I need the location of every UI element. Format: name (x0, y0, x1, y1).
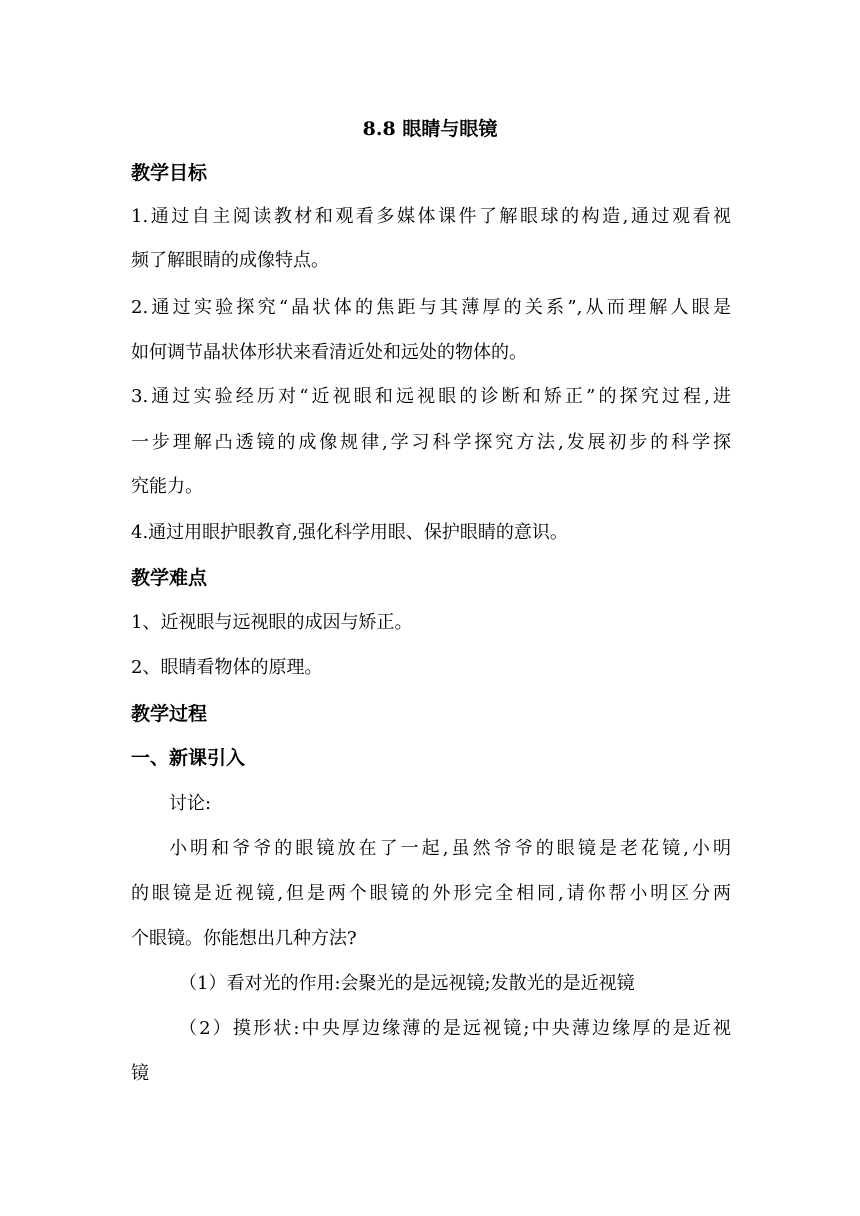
intro-paragraph-line-2: 的眼镜是近视镜,但是两个眼镜的外形完全相同,请你帮小明区分两 (131, 883, 731, 904)
intro-paragraph-line-1: 小明和爷爷的眼镜放在了一起,虽然爷爷的眼镜是老花镜,小明 (169, 838, 731, 859)
discussion-label: 讨论: (169, 793, 212, 814)
objective-3-line-3: 究能力。 (131, 476, 203, 497)
difficulty-item-2: 2、眼睛看物体的原理。 (131, 657, 323, 678)
difficulties-heading: 教学难点 (131, 567, 208, 589)
method-1-line-1: （1）看对光的作用:会聚光的是远视镜;发散光的是近视镜 (179, 973, 635, 994)
objective-2-line-1: 2.通过实验探究“晶状体的焦距与其薄厚的关系”,从而理解人眼是 (131, 297, 731, 318)
method-2-line-1: （2）摸形状:中央厚边缘薄的是远视镜;中央薄边缘厚的是近视 (179, 1018, 731, 1039)
objective-4-line-1: 4.通过用眼护眼教育,强化科学用眼、保护眼睛的意识。 (131, 522, 568, 543)
objective-1-line-2: 频了解眼睛的成像特点。 (131, 250, 329, 271)
method-2-line-2: 镜 (131, 1063, 149, 1084)
objective-3-line-2: 一步理解凸透镜的成像规律,学习科学探究方法,发展初步的科学探 (131, 432, 731, 453)
objective-2-line-2: 如何调节晶状体形状来看清近处和远处的物体的。 (131, 342, 527, 363)
process-heading: 教学过程 (131, 703, 208, 725)
new-lesson-intro-heading: 一、新课引入 (131, 747, 246, 769)
intro-paragraph-line-3: 个眼镜。你能想出几种方法? (131, 928, 357, 949)
difficulty-item-1: 1、近视眼与远视眼的成因与矫正。 (131, 612, 413, 633)
objectives-heading: 教学目标 (131, 162, 208, 184)
objective-3-line-1: 3.通过实验经历对“近视眼和远视眼的诊断和矫正”的探究过程,进 (131, 386, 731, 407)
document-title: 8.8 眼睛与眼镜 (362, 118, 498, 140)
objective-1-line-1: 1.通过自主阅读教材和观看多媒体课件了解眼球的构造,通过观看视 (131, 206, 731, 227)
